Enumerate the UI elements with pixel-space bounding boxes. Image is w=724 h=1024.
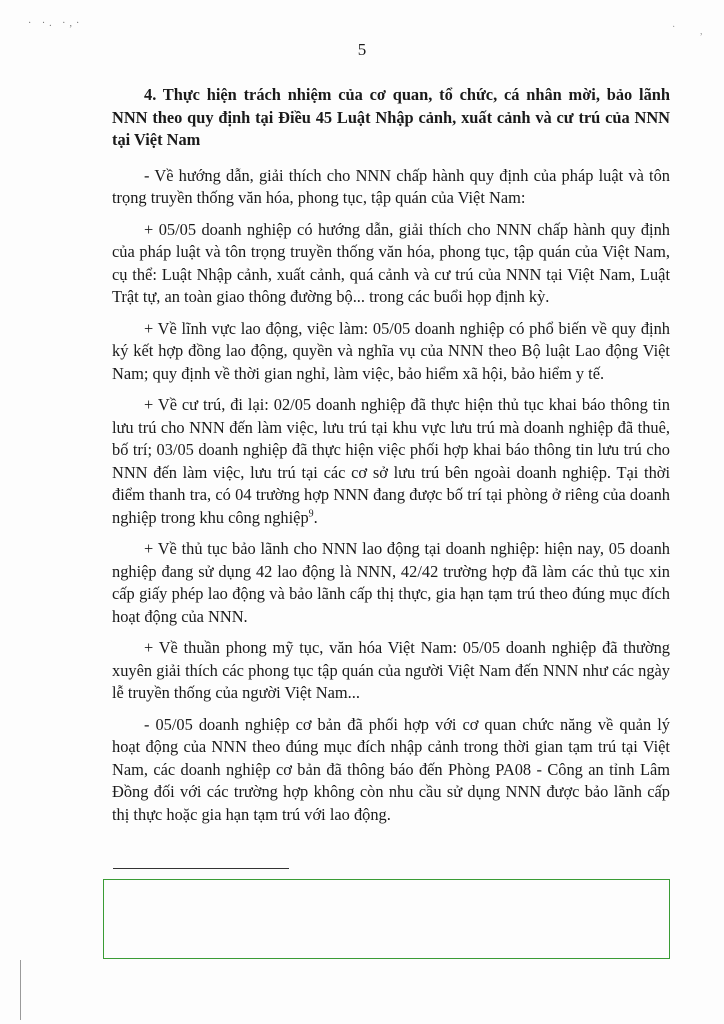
scan-speck: , <box>700 26 703 37</box>
scan-edge-mark <box>20 960 21 1020</box>
paragraph-text: + Về cư trú, đi lại: 02/05 doanh nghiệp đã thực hiện thủ tục khai báo thông tin lưu trú cho NNN đến làm việc, lưu trú tại khu vực lưu trú mà doanh nghiệp đã thuê, bố trí; 03/05 doanh nghiệp đã thực hiện việc phối hợp khai báo thông tin lưu trú cho NNN đến làm việc, lưu trú tại các cơ sở lưu trú bên ngoài doanh nghiệp. Tại thời điểm thanh tra, có 04 trường hợp NNN đang được bố trí tại phòng ở riêng của doanh nghiệp trong khu công nghiệp <box>112 395 670 527</box>
paragraph: - 05/05 doanh nghiệp cơ bản đã phối hợp với cơ quan chức năng về quản lý hoạt động của NNN theo đúng mục đích nhập cảnh trong thời gian tạm trú tại Việt Nam, các doanh nghiệp cơ bản đã thông báo đến Phòng PA08 - Công an tỉnh Lâm Đồng đối với các trường hợp không còn nhu cầu sử dụng NNN được bảo lãnh cấp thị thực hoặc gia hạn tạm trú với lao động. <box>112 714 670 824</box>
footnote-separator <box>113 868 289 869</box>
section-heading: 4. Thực hiện trách nhiệm của cơ quan, tổ chức, cá nhân mời, bảo lãnh NNN theo quy định tại Điều 45 Luật Nhập cảnh, xuất cảnh và cư trú của NNN tại Việt Nam <box>112 85 670 149</box>
paragraph: + Về thuần phong mỹ tục, văn hóa Việt Nam: 05/05 doanh nghiệp đã thường xuyên giải thích các phong tục tập quán của người Việt Nam đến NNN như các ngày lễ truyền thống của người Việt Nam... <box>112 638 670 702</box>
scan-speck: · <box>672 22 676 33</box>
paragraph: + 05/05 doanh nghiệp có hướng dẫn, giải thích cho NNN chấp hành quy định của pháp luật và tôn trọng truyền thống văn hóa, phong tục, tập quán của Việt Nam, cụ thể: Luật Nhập cảnh, xuất cảnh, quá cảnh và cư trú của NNN tại Việt Nam, Luật Trật tự, an toàn giao thông đường bộ... trong các buổi họp định kỳ. <box>112 219 670 306</box>
footnote-reference: 9 <box>308 508 314 520</box>
paragraph-end: . <box>313 507 318 527</box>
paragraph-residence <box>112 394 670 529</box>
paragraph: + Về thủ tục bảo lãnh cho NNN lao động tại doanh nghiệp: hiện nay, 05 doanh nghiệp đang sử dụng 42 lao động là NNN, 42/42 trường hợp đã làm các thủ tục xin cấp giấy phép lao động và bảo lãnh cấp thị thực, gia hạn tạm trú theo đúng mục đích hoạt động của NNN. <box>112 539 670 626</box>
paragraph: - Về hướng dẫn, giải thích cho NNN chấp hành quy định của pháp luật và tôn trọng truyền thống văn hóa, phong tục, tập quán của Việt Nam: <box>112 165 670 207</box>
paragraph: + Về lĩnh vực lao động, việc làm: 05/05 doanh nghiệp có phổ biến về quy định ký kết hợp đồng lao động, quyền và nghĩa vụ của NNN theo Bộ luật Lao động Việt Nam; quy định về thời gian nghỉ, làm việc, bảo hiểm xã hội, bảo hiểm y tế. <box>112 318 670 383</box>
document-body <box>112 84 670 826</box>
page-number: 5 <box>357 40 367 59</box>
redaction-box <box>103 879 670 959</box>
scan-specks: · ·. ·,· <box>28 18 84 29</box>
